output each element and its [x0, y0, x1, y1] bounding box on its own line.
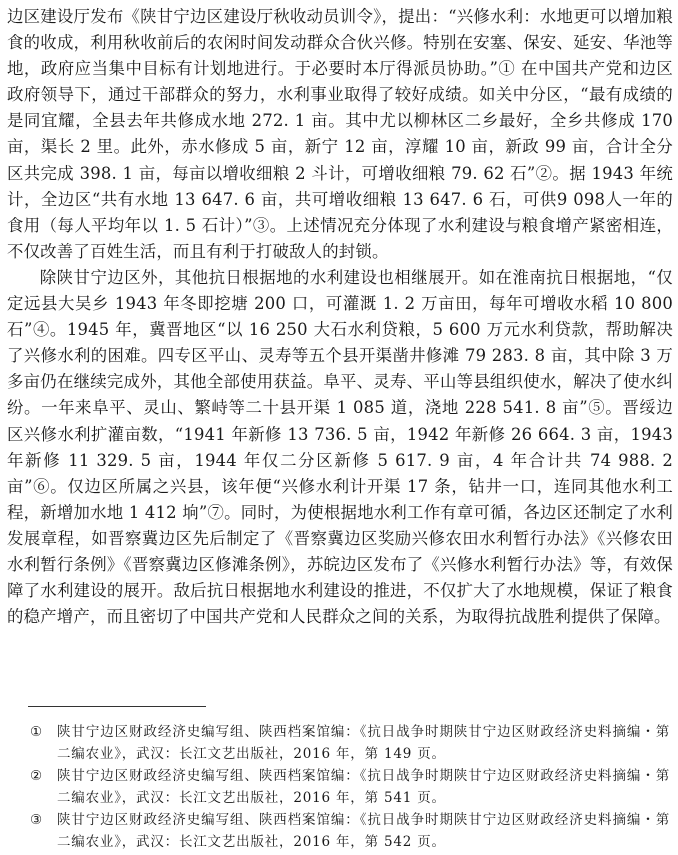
footnote-divider — [28, 706, 206, 707]
footnote-text: 陕甘宁边区财政经济史编写组、陕西档案馆编：《抗日战争时期陕甘宁边区财政经济史料摘编・第二编农业》，武汉：长江文艺出版社，2016 年，第 542 页。 — [57, 812, 670, 850]
paragraph-2: 除陕甘宁边区外，其他抗日根据地的水利建设也相继展开。如在淮南抗日根据地，“仅定远县大吴乡 1943 年冬即挖塘 200 口，可灌溉 1. 2 万亩田，每年可增收水稻 10 800 石”④。1945 年，冀晋地区“以 16 250 大石水利贷粮，5 600 万元水利贷款，帮助解决了兴修水利的困难。四专区平山、灵寿等五个县开渠凿井修滩 79 283. 8 亩，其中除 3 万多亩仍在继续完成外，其他全部使用获益。阜平、灵寿、平山等县组织使水，解决了使水纠纷。一年来阜平、灵山、繁峙等二十县开渠 1 085 道，浇地 228 541. 8 亩”⑤。晋绥边区兴修水利扩灌亩数，“1941 年新修 13 736. 5 亩，1942 年新修 26 664. 3 亩，1943 年新修 11 329. 5 亩，1944 年仅二分区新修 5 617. 9 亩，4 年合计共 74 988. 2 亩”⑥。仅边区所属之兴县，该年便“兴修水利计开渠 17 条，钻井一口，连同其他水利工程，新增加水地 1 412 垧”⑦。同时，为使根据地水利工作有章可循，各边区还制定了水利发展章程，如晋察冀边区先后制定了《晋察冀边区奖励兴修农田水利暂行办法》《兴修农田水利暂行条例》《晋察冀边区修滩条例》，苏皖边区发布了《兴修水利暂行办法》等，有效保障了水利建设的展开。敌后抗日根据地水利建设的推进，不仅扩大了水地规模，保证了粮食的稳产增产，而且密切了中国共产党和人民群众之间的关系，为取得抗战胜利提供了保障。 — [7, 267, 673, 627]
footnote-text: 陕甘宁边区财政经济史编写组、陕西档案馆编：《抗日战争时期陕甘宁边区财政经济史料摘编・第二编农业》，武汉：长江文艺出版社，2016 年，第 541 页。 — [57, 768, 670, 806]
footnote-mark: ① — [30, 724, 43, 740]
footnote-1 — [28, 722, 670, 765]
paragraph-1: 边区建设厅发布《陕甘宁边区建设厅秋收动员训令》，提出：“兴修水利：水地更可以增加粮食的收成，利用秋收前后的农闲时间发动群众合伙兴修。特别在安塞、保安、延安、华池等地，政府应当集中目标有计划地进行。于必要时本厅得派员协助。”① 在中国共产党和边区政府领导下，通过干部群众的努力，水利事业取得了较好成绩。如关中分区，“最有成绩的是同宜耀，全县去年共修成水地 272. 1 亩。其中尤以柳林区二乡最好，全乡共修成 170 亩，渠长 2 里。此外，赤水修成 5 亩，新宁 12 亩，淳耀 10 亩，新政 99 亩，合计全分区共完成 398. 1 亩，每亩以增收细粮 2 斗计，可增收细粮 79. 62 石”②。据 1943 年统计，全边区“共有水地 13 647. 6 亩，共可增收细粮 13 647. 6 石，可供9 098人一年的食用（每人平均年以 1. 5 石计）”③。上述情况充分体现了水利建设与粮食增产紧密相连，不仅改善了百姓生活，而且有利于打破敌人的封锁。 — [7, 7, 673, 261]
footnote-2 — [28, 766, 670, 809]
footnote-3 — [28, 810, 670, 853]
footnote-mark: ② — [30, 768, 43, 784]
footnote-mark: ③ — [30, 812, 43, 828]
footnote-text: 陕甘宁边区财政经济史编写组、陕西档案馆编：《抗日战争时期陕甘宁边区财政经济史料摘编・第二编农业》，武汉：长江文艺出版社，2016 年，第 149 页。 — [57, 724, 670, 762]
body-text — [7, 4, 673, 630]
document-page — [7, 4, 673, 630]
footnotes — [28, 722, 670, 854]
